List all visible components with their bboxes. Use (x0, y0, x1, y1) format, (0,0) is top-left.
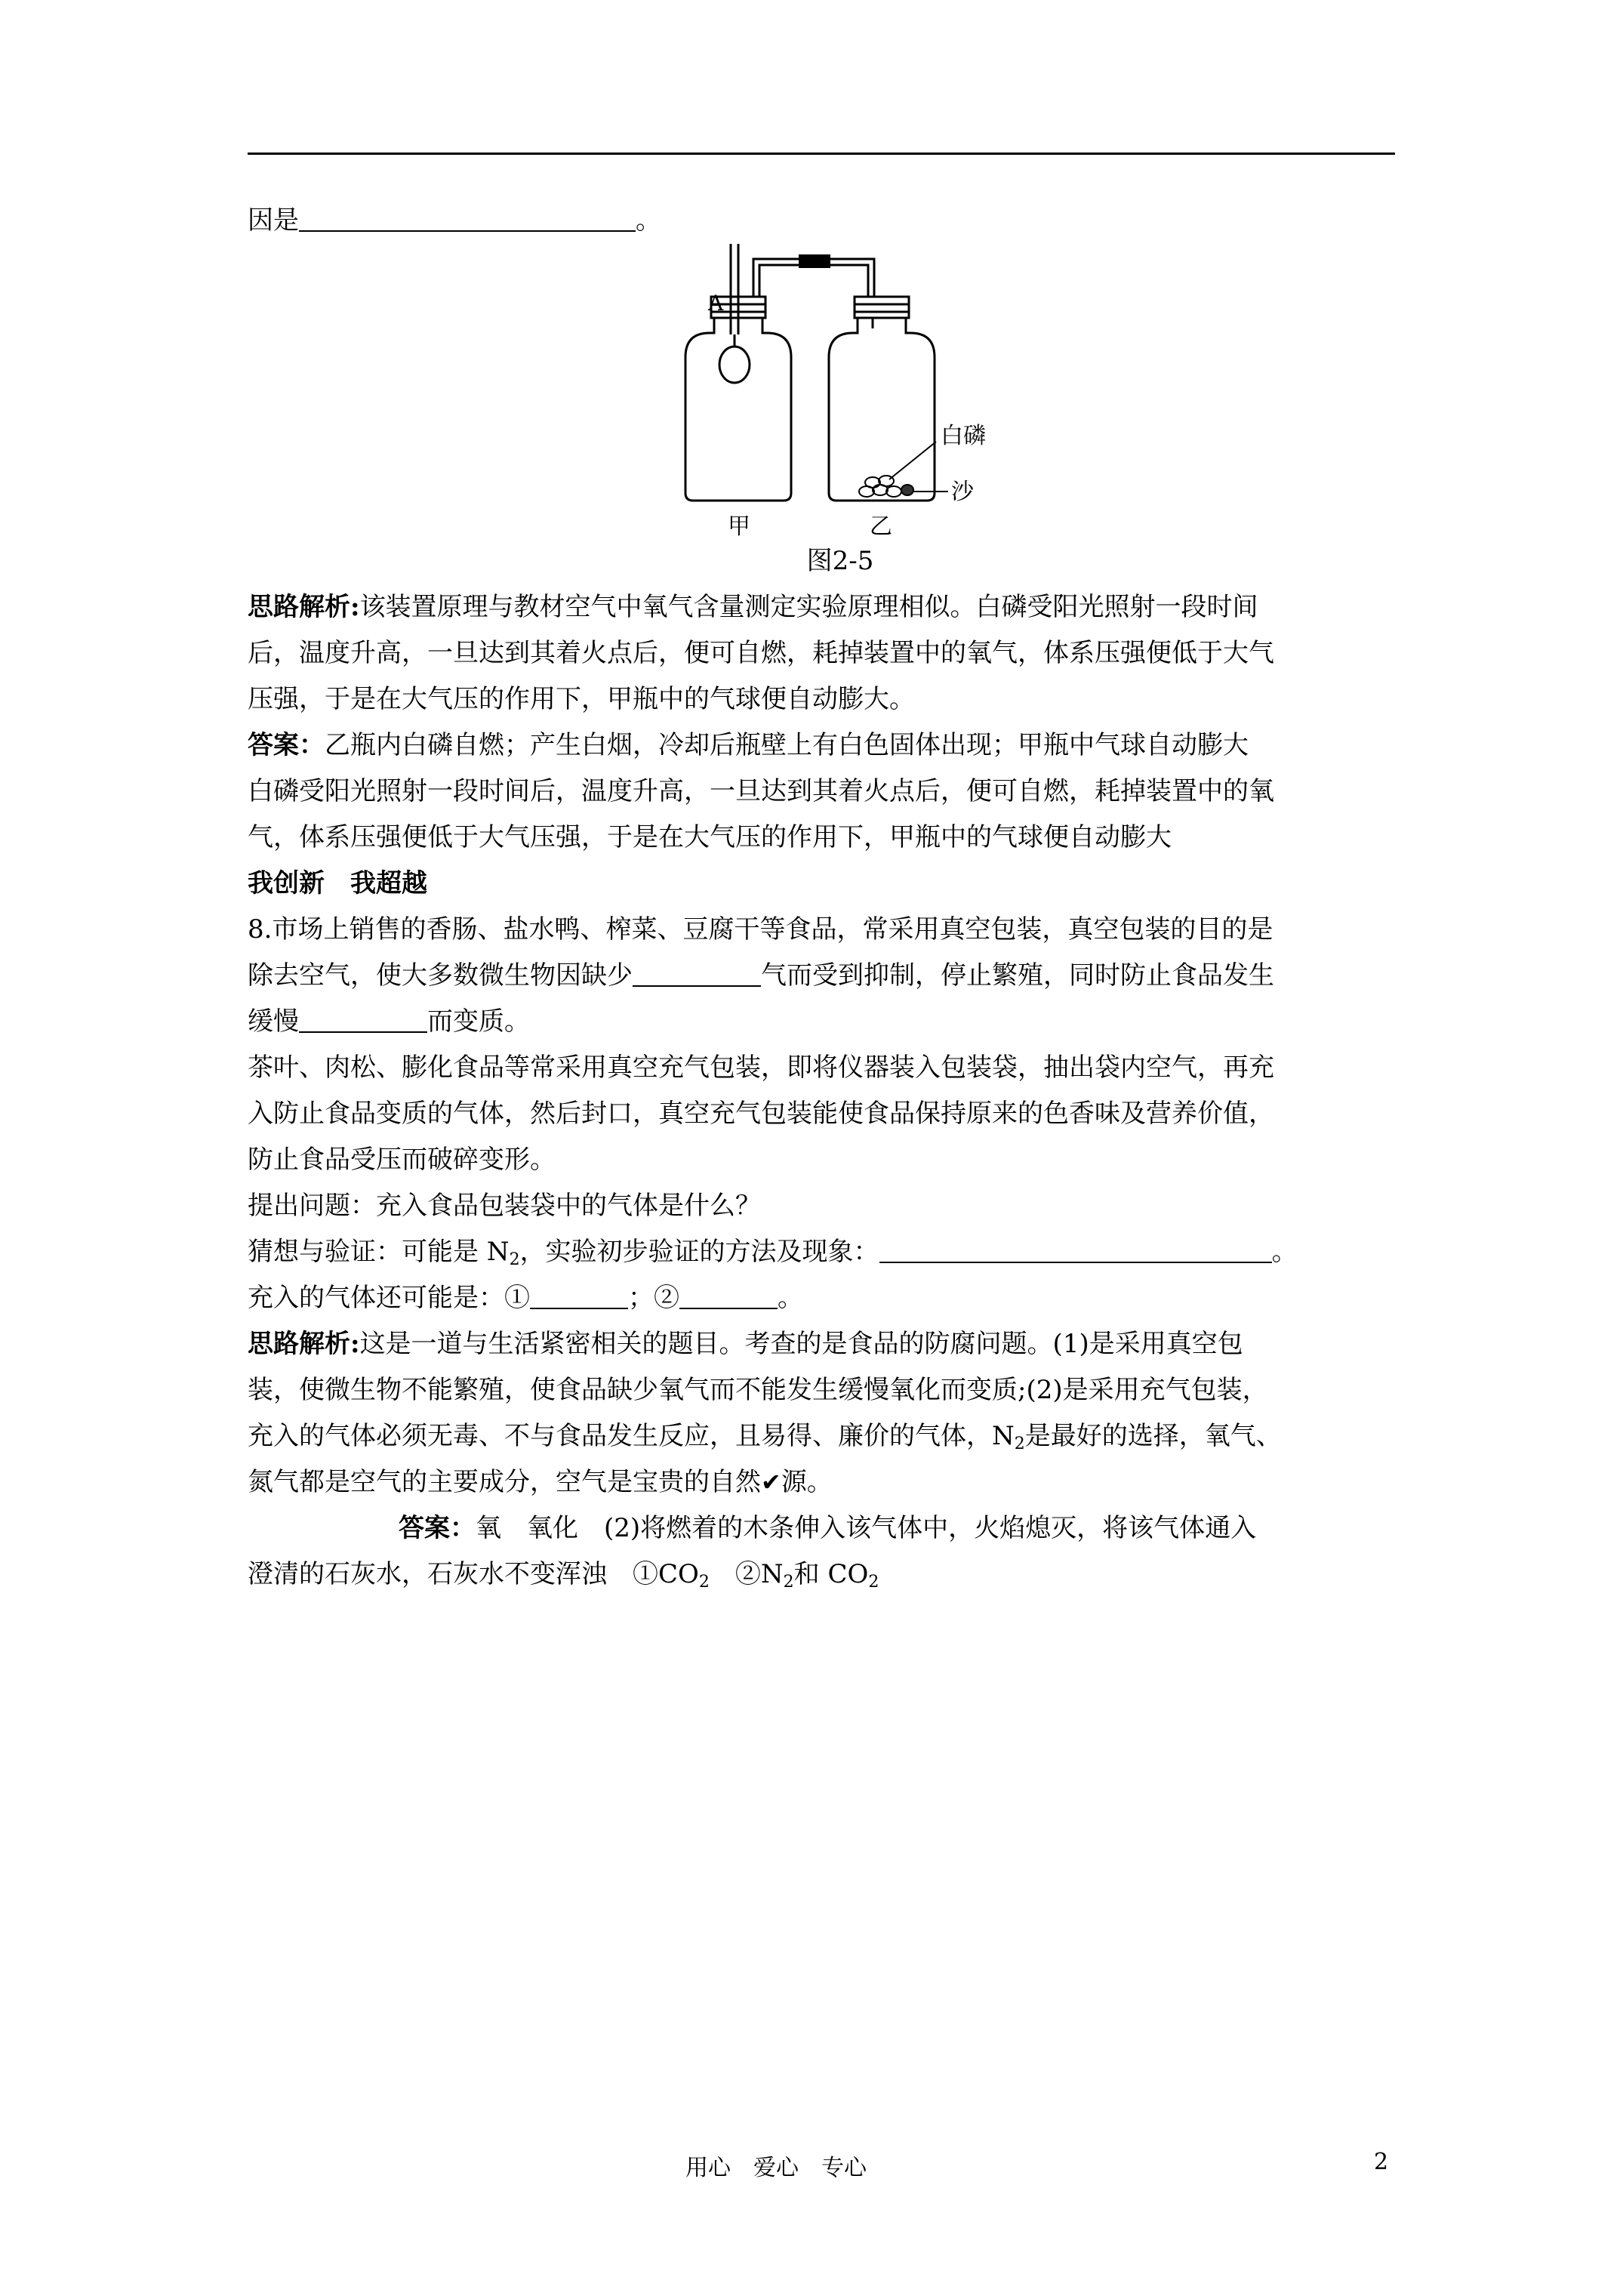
stopper-yi (855, 297, 909, 318)
text: 猜想与验证：可能是 N (248, 1237, 510, 1267)
tube-clamp (799, 254, 830, 268)
subscript: 2 (698, 1573, 710, 1592)
check-mark-icon: ✔ (761, 1468, 781, 1496)
question-8-line: 防止食品受压而破碎变形。 (248, 1145, 556, 1175)
text: 氧 氧化 (2)将燃着的木条伸入该气体中，火焰熄灭，将该气体通入 (476, 1513, 1257, 1543)
text: 和 CO (793, 1559, 869, 1589)
text: 充入的气体还可能是：① (248, 1283, 530, 1313)
text: 气而受到抑制，停止繁殖，同时防止食品发生 (761, 960, 1274, 991)
text-line (248, 1321, 1403, 1367)
question-8-line: 茶叶、肉松、膨化食品等常采用真空充气包装，即将仪器装入包装袋，抽出袋内空气，再充 (248, 1052, 1274, 1083)
text: 。 (636, 205, 661, 236)
apparatus-diagram (670, 244, 987, 538)
question-8-line (248, 999, 1403, 1045)
answer-blank[interactable] (530, 1279, 628, 1309)
answer-label: 答案： (399, 1513, 476, 1543)
question-8-line (248, 1275, 1403, 1321)
sand-grain (901, 485, 913, 495)
bottle-jia (685, 316, 791, 501)
text-line: 白磷受阳光照射一段时间后，温度升高，一旦达到其着火点后，便可自燃，耗掉装置中的氧 (248, 776, 1274, 806)
text-line: 气，体系压强便低于大气压强，于是在大气压的作用下，甲瓶中的气球便自动膨大 (248, 822, 1172, 852)
text-line (248, 723, 1403, 769)
subscript: 2 (1014, 1435, 1025, 1453)
text: 。 (1271, 1237, 1298, 1267)
page-content (248, 198, 1403, 1598)
text-line (248, 1505, 1403, 1552)
label-a: A (708, 291, 724, 316)
subscript: 2 (509, 1250, 520, 1269)
text: 源。 (781, 1467, 833, 1497)
answer-blank[interactable] (299, 202, 636, 232)
bottle-yi (829, 316, 935, 501)
text: 缓慢 (248, 1006, 299, 1037)
text: ②N (709, 1559, 784, 1589)
section-title: 我创新 我超越 (248, 868, 427, 898)
text-line (248, 584, 1403, 630)
text: 该装置原理与教材空气中氧气含量测定实验原理相似。白磷受阳光照射一段时间 (359, 592, 1258, 622)
text: 。 (778, 1283, 803, 1313)
text-line (248, 198, 1403, 244)
label-sand: 沙 (951, 479, 974, 505)
text-line (248, 1459, 1403, 1505)
question-8-line (248, 953, 1403, 999)
text-line: 压强，于是在大气压的作用下，甲瓶中的气球便自动膨大。 (248, 684, 915, 714)
text: ，实验初步验证的方法及现象： (519, 1237, 879, 1267)
text-line (248, 1552, 1403, 1598)
question-8-line: 入防止食品变质的气体，然后封口，真空充气包装能使食品保持原来的色香味及营养价值， (248, 1099, 1274, 1129)
text: 充入的气体必须无毒、不与食品发生反应，且易得、廉价的气体，N (248, 1421, 1015, 1451)
text: 是最好的选择，氧气、 (1024, 1421, 1282, 1451)
subscript: 2 (783, 1573, 794, 1592)
header-rule (248, 153, 1395, 155)
subscript: 2 (868, 1573, 879, 1592)
answer-blank[interactable] (299, 1003, 427, 1033)
label-white-phosphorus: 白磷 (941, 423, 986, 449)
answer-label: 答案： (248, 730, 325, 760)
text: ；② (628, 1283, 679, 1313)
answer-blank[interactable] (879, 1233, 1272, 1263)
text: 除去空气，使大多数微生物因缺少 (248, 960, 633, 991)
question-8-line: 8.市场上销售的香肠、盐水鸭、榨菜、豆腐干等食品，常采用真空包装，真空包装的目的是 (248, 914, 1273, 945)
text-line: 装，使微生物不能繁殖，使食品缺少氧气而不能发生缓慢氧化而变质;(2)是采用充气包装， (248, 1375, 1268, 1405)
text: 而变质。 (427, 1006, 530, 1037)
figure-2-5 (248, 244, 1403, 538)
page-number: 2 (1374, 2149, 1389, 2175)
text: 氮气都是空气的主要成分，空气是宝贵的自然 (248, 1467, 761, 1497)
text-line (248, 1413, 1403, 1459)
footer-slogan: 用心 爱心 专心 (685, 2155, 867, 2181)
analysis-label: 思路解析: (248, 592, 360, 622)
question-8-line: 提出问题：充入食品包装袋中的气体是什么？ (248, 1191, 761, 1221)
question-8-line (248, 1229, 1403, 1275)
label-yi: 乙 (870, 513, 892, 538)
answer-blank[interactable] (633, 957, 761, 987)
leader-line-phos (889, 442, 936, 479)
balloon (719, 347, 750, 383)
text: 澄清的石灰水，石灰水不变浑浊 ①CO (248, 1559, 699, 1589)
text: 这是一道与生活紧密相关的题目。考查的是食品的防腐问题。(1)是采用真空包 (359, 1329, 1243, 1359)
text: 因是 (248, 205, 299, 236)
text-line: 后，温度升高，一旦达到其着火点后，便可自燃，耗掉装置中的氧气，体系压强便低于大气 (248, 638, 1274, 668)
answer-blank[interactable] (679, 1279, 778, 1309)
analysis-label: 思路解析: (248, 1329, 360, 1359)
figure-caption: 图2-5 (806, 546, 874, 576)
label-jia: 甲 (728, 513, 750, 538)
text: 乙瓶内白磷自燃；产生白烟，冷却后瓶壁上有白色固体出现；甲瓶中气球自动膨大 (325, 730, 1249, 760)
